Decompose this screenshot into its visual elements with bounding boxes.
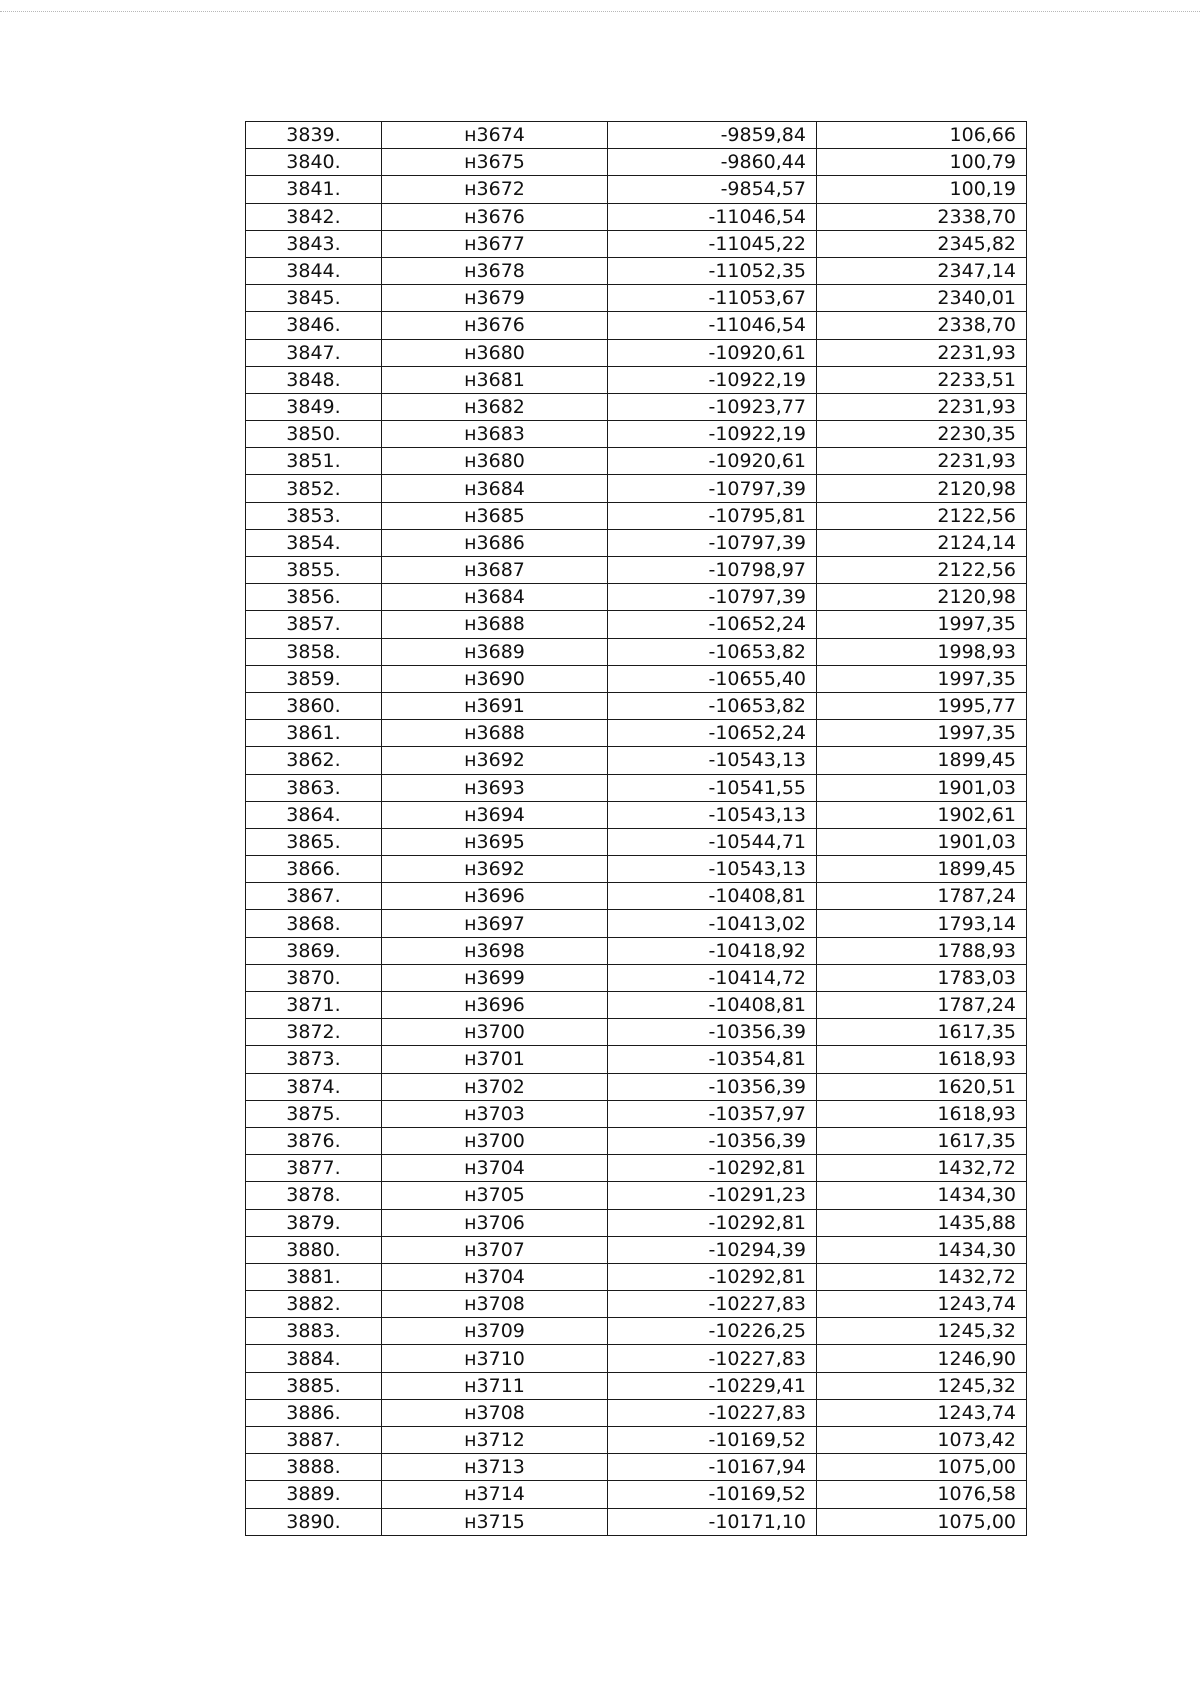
row-number-cell: 3867. bbox=[246, 883, 382, 910]
table-row bbox=[246, 1073, 1027, 1100]
point-name-cell: н3674 bbox=[382, 122, 608, 149]
point-name-cell: н3694 bbox=[382, 801, 608, 828]
point-name-cell: н3692 bbox=[382, 747, 608, 774]
x-coordinate-cell: -10292,81 bbox=[608, 1263, 817, 1290]
table-row bbox=[246, 557, 1027, 584]
x-coordinate-cell: -10544,71 bbox=[608, 828, 817, 855]
point-name-cell: н3703 bbox=[382, 1100, 608, 1127]
table-row bbox=[246, 828, 1027, 855]
x-coordinate-cell: -10797,39 bbox=[608, 475, 817, 502]
x-coordinate-cell: -10356,39 bbox=[608, 1019, 817, 1046]
x-coordinate-cell: -10414,72 bbox=[608, 964, 817, 991]
table-row bbox=[246, 312, 1027, 339]
point-name-cell: н3708 bbox=[382, 1399, 608, 1426]
point-name-cell: н3708 bbox=[382, 1291, 608, 1318]
table-row bbox=[246, 1209, 1027, 1236]
y-coordinate-cell: 1995,77 bbox=[817, 692, 1027, 719]
row-number-cell: 3842. bbox=[246, 203, 382, 230]
y-coordinate-cell: 2230,35 bbox=[817, 421, 1027, 448]
y-coordinate-cell: 1432,72 bbox=[817, 1263, 1027, 1290]
table-row bbox=[246, 1508, 1027, 1535]
row-number-cell: 3885. bbox=[246, 1372, 382, 1399]
table-row bbox=[246, 584, 1027, 611]
x-coordinate-cell: -10418,92 bbox=[608, 937, 817, 964]
row-number-cell: 3884. bbox=[246, 1345, 382, 1372]
y-coordinate-cell: 1075,00 bbox=[817, 1454, 1027, 1481]
point-name-cell: н3681 bbox=[382, 366, 608, 393]
table-row bbox=[246, 638, 1027, 665]
row-number-cell: 3861. bbox=[246, 720, 382, 747]
point-name-cell: н3710 bbox=[382, 1345, 608, 1372]
point-name-cell: н3676 bbox=[382, 312, 608, 339]
point-name-cell: н3687 bbox=[382, 557, 608, 584]
point-name-cell: н3689 bbox=[382, 638, 608, 665]
point-name-cell: н3707 bbox=[382, 1236, 608, 1263]
y-coordinate-cell: 1783,03 bbox=[817, 964, 1027, 991]
x-coordinate-cell: -11052,35 bbox=[608, 257, 817, 284]
y-coordinate-cell: 2347,14 bbox=[817, 257, 1027, 284]
row-number-cell: 3875. bbox=[246, 1100, 382, 1127]
x-coordinate-cell: -10169,52 bbox=[608, 1481, 817, 1508]
x-coordinate-cell: -10171,10 bbox=[608, 1508, 817, 1535]
row-number-cell: 3890. bbox=[246, 1508, 382, 1535]
row-number-cell: 3866. bbox=[246, 856, 382, 883]
y-coordinate-cell: 1617,35 bbox=[817, 1019, 1027, 1046]
table-row bbox=[246, 774, 1027, 801]
point-name-cell: н3682 bbox=[382, 393, 608, 420]
y-coordinate-cell: 1434,30 bbox=[817, 1182, 1027, 1209]
x-coordinate-cell: -11045,22 bbox=[608, 230, 817, 257]
point-name-cell: н3715 bbox=[382, 1508, 608, 1535]
table-row bbox=[246, 203, 1027, 230]
x-coordinate-cell: -10227,83 bbox=[608, 1291, 817, 1318]
row-number-cell: 3868. bbox=[246, 910, 382, 937]
table-row bbox=[246, 964, 1027, 991]
table-row bbox=[246, 1481, 1027, 1508]
x-coordinate-cell: -10543,13 bbox=[608, 856, 817, 883]
point-name-cell: н3684 bbox=[382, 584, 608, 611]
table-row bbox=[246, 1046, 1027, 1073]
table-row bbox=[246, 122, 1027, 149]
row-number-cell: 3854. bbox=[246, 529, 382, 556]
row-number-cell: 3840. bbox=[246, 149, 382, 176]
row-number-cell: 3843. bbox=[246, 230, 382, 257]
y-coordinate-cell: 2345,82 bbox=[817, 230, 1027, 257]
row-number-cell: 3851. bbox=[246, 448, 382, 475]
point-name-cell: н3711 bbox=[382, 1372, 608, 1399]
point-name-cell: н3677 bbox=[382, 230, 608, 257]
y-coordinate-cell: 2122,56 bbox=[817, 557, 1027, 584]
row-number-cell: 3886. bbox=[246, 1399, 382, 1426]
row-number-cell: 3877. bbox=[246, 1155, 382, 1182]
y-coordinate-cell: 1618,93 bbox=[817, 1100, 1027, 1127]
y-coordinate-cell: 1620,51 bbox=[817, 1073, 1027, 1100]
row-number-cell: 3874. bbox=[246, 1073, 382, 1100]
point-name-cell: н3686 bbox=[382, 529, 608, 556]
point-name-cell: н3714 bbox=[382, 1481, 608, 1508]
table-row bbox=[246, 339, 1027, 366]
y-coordinate-cell: 1901,03 bbox=[817, 774, 1027, 801]
y-coordinate-cell: 2120,98 bbox=[817, 475, 1027, 502]
table-row bbox=[246, 665, 1027, 692]
y-coordinate-cell: 2231,93 bbox=[817, 448, 1027, 475]
table-row bbox=[246, 1182, 1027, 1209]
table-row bbox=[246, 1127, 1027, 1154]
y-coordinate-cell: 1246,90 bbox=[817, 1345, 1027, 1372]
row-number-cell: 3846. bbox=[246, 312, 382, 339]
x-coordinate-cell: -10357,97 bbox=[608, 1100, 817, 1127]
x-coordinate-cell: -10354,81 bbox=[608, 1046, 817, 1073]
point-name-cell: н3700 bbox=[382, 1127, 608, 1154]
x-coordinate-cell: -10292,81 bbox=[608, 1209, 817, 1236]
row-number-cell: 3856. bbox=[246, 584, 382, 611]
point-name-cell: н3696 bbox=[382, 883, 608, 910]
row-number-cell: 3881. bbox=[246, 1263, 382, 1290]
y-coordinate-cell: 2233,51 bbox=[817, 366, 1027, 393]
table-row bbox=[246, 1454, 1027, 1481]
table-row bbox=[246, 421, 1027, 448]
x-coordinate-cell: -10227,83 bbox=[608, 1399, 817, 1426]
y-coordinate-cell: 1899,45 bbox=[817, 747, 1027, 774]
y-coordinate-cell: 1997,35 bbox=[817, 720, 1027, 747]
y-coordinate-cell: 1902,61 bbox=[817, 801, 1027, 828]
row-number-cell: 3857. bbox=[246, 611, 382, 638]
row-number-cell: 3883. bbox=[246, 1318, 382, 1345]
table-row bbox=[246, 1100, 1027, 1127]
table-row bbox=[246, 883, 1027, 910]
table-row bbox=[246, 856, 1027, 883]
table-row bbox=[246, 257, 1027, 284]
table-row bbox=[246, 1263, 1027, 1290]
row-number-cell: 3852. bbox=[246, 475, 382, 502]
y-coordinate-cell: 1076,58 bbox=[817, 1481, 1027, 1508]
y-coordinate-cell: 2340,01 bbox=[817, 285, 1027, 312]
y-coordinate-cell: 1787,24 bbox=[817, 883, 1027, 910]
table-row bbox=[246, 1291, 1027, 1318]
row-number-cell: 3849. bbox=[246, 393, 382, 420]
point-name-cell: н3704 bbox=[382, 1263, 608, 1290]
row-number-cell: 3841. bbox=[246, 176, 382, 203]
row-number-cell: 3847. bbox=[246, 339, 382, 366]
y-coordinate-cell: 1901,03 bbox=[817, 828, 1027, 855]
x-coordinate-cell: -10543,13 bbox=[608, 801, 817, 828]
point-name-cell: н3701 bbox=[382, 1046, 608, 1073]
y-coordinate-cell: 106,66 bbox=[817, 122, 1027, 149]
x-coordinate-cell: -10652,24 bbox=[608, 720, 817, 747]
table-row bbox=[246, 176, 1027, 203]
table-row bbox=[246, 448, 1027, 475]
table-row bbox=[246, 1427, 1027, 1454]
row-number-cell: 3855. bbox=[246, 557, 382, 584]
point-name-cell: н3679 bbox=[382, 285, 608, 312]
y-coordinate-cell: 1997,35 bbox=[817, 611, 1027, 638]
x-coordinate-cell: -10798,97 bbox=[608, 557, 817, 584]
table-row bbox=[246, 1236, 1027, 1263]
row-number-cell: 3878. bbox=[246, 1182, 382, 1209]
x-coordinate-cell: -10229,41 bbox=[608, 1372, 817, 1399]
x-coordinate-cell: -9859,84 bbox=[608, 122, 817, 149]
point-name-cell: н3693 bbox=[382, 774, 608, 801]
x-coordinate-cell: -10797,39 bbox=[608, 584, 817, 611]
x-coordinate-cell: -10356,39 bbox=[608, 1127, 817, 1154]
x-coordinate-cell: -10543,13 bbox=[608, 747, 817, 774]
x-coordinate-cell: -9860,44 bbox=[608, 149, 817, 176]
y-coordinate-cell: 1245,32 bbox=[817, 1318, 1027, 1345]
row-number-cell: 3865. bbox=[246, 828, 382, 855]
row-number-cell: 3880. bbox=[246, 1236, 382, 1263]
row-number-cell: 3839. bbox=[246, 122, 382, 149]
x-coordinate-cell: -10795,81 bbox=[608, 502, 817, 529]
point-name-cell: н3683 bbox=[382, 421, 608, 448]
table-row bbox=[246, 910, 1027, 937]
x-coordinate-cell: -10653,82 bbox=[608, 692, 817, 719]
point-name-cell: н3688 bbox=[382, 720, 608, 747]
row-number-cell: 3889. bbox=[246, 1481, 382, 1508]
table-row bbox=[246, 230, 1027, 257]
row-number-cell: 3853. bbox=[246, 502, 382, 529]
table-row bbox=[246, 1372, 1027, 1399]
y-coordinate-cell: 1243,74 bbox=[817, 1291, 1027, 1318]
x-coordinate-cell: -11046,54 bbox=[608, 312, 817, 339]
coordinates-table bbox=[245, 121, 1027, 1536]
row-number-cell: 3888. bbox=[246, 1454, 382, 1481]
y-coordinate-cell: 1788,93 bbox=[817, 937, 1027, 964]
x-coordinate-cell: -10541,55 bbox=[608, 774, 817, 801]
point-name-cell: н3684 bbox=[382, 475, 608, 502]
point-name-cell: н3705 bbox=[382, 1182, 608, 1209]
y-coordinate-cell: 2124,14 bbox=[817, 529, 1027, 556]
table-row bbox=[246, 1155, 1027, 1182]
point-name-cell: н3691 bbox=[382, 692, 608, 719]
point-name-cell: н3709 bbox=[382, 1318, 608, 1345]
x-coordinate-cell: -11046,54 bbox=[608, 203, 817, 230]
x-coordinate-cell: -10922,19 bbox=[608, 366, 817, 393]
y-coordinate-cell: 1434,30 bbox=[817, 1236, 1027, 1263]
point-name-cell: н3675 bbox=[382, 149, 608, 176]
x-coordinate-cell: -9854,57 bbox=[608, 176, 817, 203]
table-row bbox=[246, 692, 1027, 719]
point-name-cell: н3706 bbox=[382, 1209, 608, 1236]
point-name-cell: н3713 bbox=[382, 1454, 608, 1481]
point-name-cell: н3678 bbox=[382, 257, 608, 284]
point-name-cell: н3692 bbox=[382, 856, 608, 883]
row-number-cell: 3850. bbox=[246, 421, 382, 448]
point-name-cell: н3699 bbox=[382, 964, 608, 991]
x-coordinate-cell: -10413,02 bbox=[608, 910, 817, 937]
x-coordinate-cell: -10167,94 bbox=[608, 1454, 817, 1481]
row-number-cell: 3873. bbox=[246, 1046, 382, 1073]
table-row bbox=[246, 393, 1027, 420]
table-row bbox=[246, 611, 1027, 638]
x-coordinate-cell: -10292,81 bbox=[608, 1155, 817, 1182]
row-number-cell: 3864. bbox=[246, 801, 382, 828]
row-number-cell: 3862. bbox=[246, 747, 382, 774]
table-row bbox=[246, 149, 1027, 176]
row-number-cell: 3848. bbox=[246, 366, 382, 393]
row-number-cell: 3858. bbox=[246, 638, 382, 665]
x-coordinate-cell: -10920,61 bbox=[608, 339, 817, 366]
point-name-cell: н3702 bbox=[382, 1073, 608, 1100]
y-coordinate-cell: 100,79 bbox=[817, 149, 1027, 176]
y-coordinate-cell: 1073,42 bbox=[817, 1427, 1027, 1454]
table-row bbox=[246, 747, 1027, 774]
table-row bbox=[246, 529, 1027, 556]
table-row bbox=[246, 1399, 1027, 1426]
table-row bbox=[246, 285, 1027, 312]
x-coordinate-cell: -10655,40 bbox=[608, 665, 817, 692]
table-row bbox=[246, 1019, 1027, 1046]
x-coordinate-cell: -11053,67 bbox=[608, 285, 817, 312]
row-number-cell: 3887. bbox=[246, 1427, 382, 1454]
coordinates-table-body bbox=[246, 122, 1027, 1536]
point-name-cell: н3697 bbox=[382, 910, 608, 937]
y-coordinate-cell: 1075,00 bbox=[817, 1508, 1027, 1535]
x-coordinate-cell: -10797,39 bbox=[608, 529, 817, 556]
row-number-cell: 3860. bbox=[246, 692, 382, 719]
x-coordinate-cell: -10227,83 bbox=[608, 1345, 817, 1372]
row-number-cell: 3863. bbox=[246, 774, 382, 801]
x-coordinate-cell: -10226,25 bbox=[608, 1318, 817, 1345]
x-coordinate-cell: -10169,52 bbox=[608, 1427, 817, 1454]
x-coordinate-cell: -10408,81 bbox=[608, 883, 817, 910]
row-number-cell: 3882. bbox=[246, 1291, 382, 1318]
row-number-cell: 3844. bbox=[246, 257, 382, 284]
table-row bbox=[246, 1318, 1027, 1345]
y-coordinate-cell: 100,19 bbox=[817, 176, 1027, 203]
point-name-cell: н3680 bbox=[382, 339, 608, 366]
x-coordinate-cell: -10922,19 bbox=[608, 421, 817, 448]
y-coordinate-cell: 1997,35 bbox=[817, 665, 1027, 692]
point-name-cell: н3696 bbox=[382, 992, 608, 1019]
y-coordinate-cell: 2120,98 bbox=[817, 584, 1027, 611]
table-row bbox=[246, 992, 1027, 1019]
x-coordinate-cell: -10652,24 bbox=[608, 611, 817, 638]
y-coordinate-cell: 1432,72 bbox=[817, 1155, 1027, 1182]
y-coordinate-cell: 2338,70 bbox=[817, 312, 1027, 339]
y-coordinate-cell: 1435,88 bbox=[817, 1209, 1027, 1236]
point-name-cell: н3676 bbox=[382, 203, 608, 230]
table-row bbox=[246, 502, 1027, 529]
scan-edge-line bbox=[0, 11, 1200, 12]
table-row bbox=[246, 801, 1027, 828]
y-coordinate-cell: 2231,93 bbox=[817, 339, 1027, 366]
y-coordinate-cell: 1998,93 bbox=[817, 638, 1027, 665]
row-number-cell: 3870. bbox=[246, 964, 382, 991]
table-row bbox=[246, 937, 1027, 964]
y-coordinate-cell: 1787,24 bbox=[817, 992, 1027, 1019]
point-name-cell: н3700 bbox=[382, 1019, 608, 1046]
y-coordinate-cell: 1245,32 bbox=[817, 1372, 1027, 1399]
row-number-cell: 3845. bbox=[246, 285, 382, 312]
table-row bbox=[246, 1345, 1027, 1372]
y-coordinate-cell: 2231,93 bbox=[817, 393, 1027, 420]
row-number-cell: 3869. bbox=[246, 937, 382, 964]
table-row bbox=[246, 720, 1027, 747]
x-coordinate-cell: -10920,61 bbox=[608, 448, 817, 475]
point-name-cell: н3680 bbox=[382, 448, 608, 475]
y-coordinate-cell: 1899,45 bbox=[817, 856, 1027, 883]
row-number-cell: 3871. bbox=[246, 992, 382, 1019]
x-coordinate-cell: -10923,77 bbox=[608, 393, 817, 420]
x-coordinate-cell: -10291,23 bbox=[608, 1182, 817, 1209]
point-name-cell: н3704 bbox=[382, 1155, 608, 1182]
y-coordinate-cell: 1618,93 bbox=[817, 1046, 1027, 1073]
y-coordinate-cell: 1243,74 bbox=[817, 1399, 1027, 1426]
point-name-cell: н3698 bbox=[382, 937, 608, 964]
y-coordinate-cell: 1793,14 bbox=[817, 910, 1027, 937]
row-number-cell: 3872. bbox=[246, 1019, 382, 1046]
y-coordinate-cell: 2122,56 bbox=[817, 502, 1027, 529]
x-coordinate-cell: -10408,81 bbox=[608, 992, 817, 1019]
x-coordinate-cell: -10356,39 bbox=[608, 1073, 817, 1100]
point-name-cell: н3672 bbox=[382, 176, 608, 203]
row-number-cell: 3879. bbox=[246, 1209, 382, 1236]
row-number-cell: 3876. bbox=[246, 1127, 382, 1154]
table-row bbox=[246, 366, 1027, 393]
y-coordinate-cell: 2338,70 bbox=[817, 203, 1027, 230]
y-coordinate-cell: 1617,35 bbox=[817, 1127, 1027, 1154]
point-name-cell: н3688 bbox=[382, 611, 608, 638]
row-number-cell: 3859. bbox=[246, 665, 382, 692]
x-coordinate-cell: -10653,82 bbox=[608, 638, 817, 665]
table-row bbox=[246, 475, 1027, 502]
point-name-cell: н3690 bbox=[382, 665, 608, 692]
point-name-cell: н3695 bbox=[382, 828, 608, 855]
point-name-cell: н3712 bbox=[382, 1427, 608, 1454]
point-name-cell: н3685 bbox=[382, 502, 608, 529]
x-coordinate-cell: -10294,39 bbox=[608, 1236, 817, 1263]
